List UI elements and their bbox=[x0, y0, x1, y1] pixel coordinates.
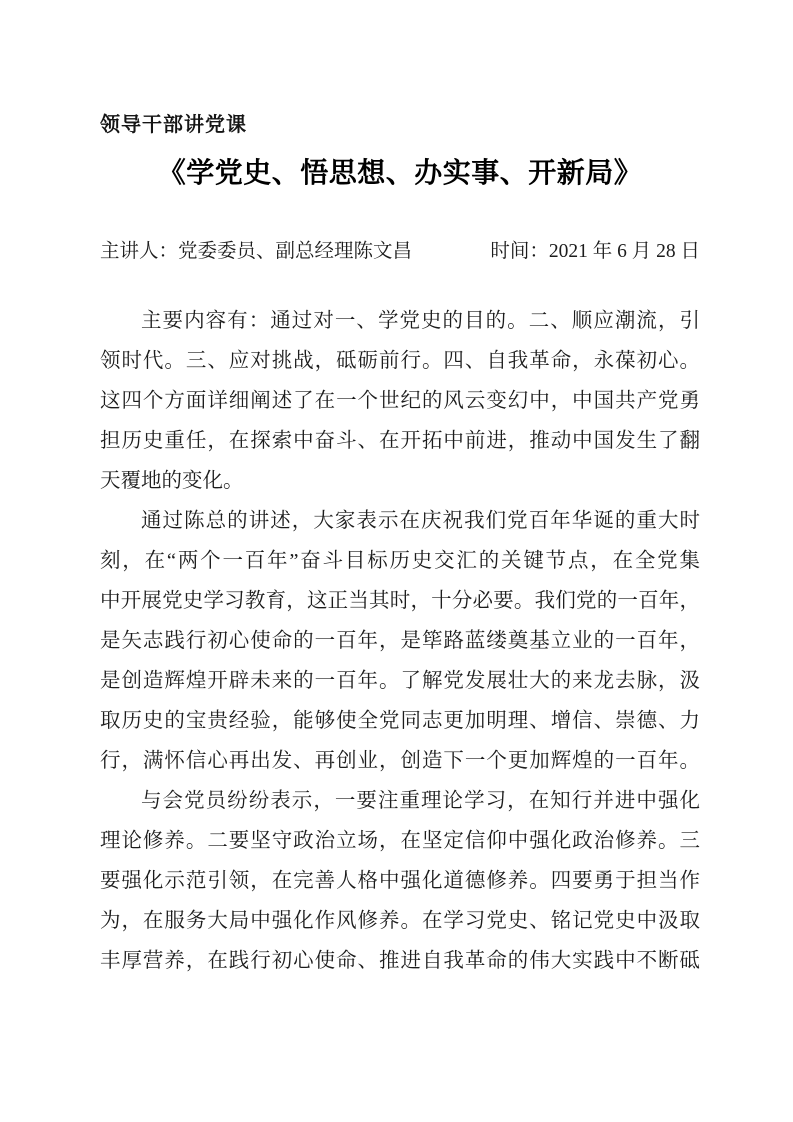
paragraph-line: 是矢志践行初心使命的一百年，是筚路蓝缕奠基立业的一百年， bbox=[100, 630, 700, 652]
paragraph-line: 主要内容有：通过对一、学党史的目的。二、顺应潮流，引 bbox=[141, 310, 700, 332]
paragraph-line: 是创造辉煌开辟未来的一百年。了解党发展壮大的来龙去脉，汲 bbox=[100, 670, 700, 692]
byline-time: 时间：2021 年 6 月 28 日 bbox=[490, 241, 700, 262]
paragraph-line: 刻，在“两个一百年”奋斗目标历史交汇的关键节点，在全党集 bbox=[100, 550, 700, 572]
paragraph-line: 行，满怀信心再出发、再创业，创造下一个更加辉煌的一百年。 bbox=[100, 750, 700, 772]
document-title: 《学党史、悟思想、办实事、开新局》 bbox=[157, 158, 643, 189]
document-body bbox=[100, 301, 700, 981]
document-heading: 领导干部讲党课 bbox=[100, 114, 247, 136]
paragraph-line: 为，在服务大局中强化作风修养。在学习党史、铭记党史中汲取 bbox=[100, 910, 700, 932]
paragraph-line: 中开展党史学习教育，这正当其时，十分必要。我们党的一百年， bbox=[100, 590, 700, 612]
paragraph-line: 领时代。三、应对挑战，砥砺前行。四、自我革命，永葆初心。 bbox=[100, 350, 700, 372]
paragraph-line: 通过陈总的讲述，大家表示在庆祝我们党百年华诞的重大时 bbox=[141, 510, 700, 532]
paragraph-2 bbox=[100, 501, 700, 781]
paragraph-line: 这四个方面详细阐述了在一个世纪的风云变幻中，中国共产党勇 bbox=[100, 390, 700, 412]
paragraph-3 bbox=[100, 781, 700, 981]
paragraph-line: 与会党员纷纷表示，一要注重理论学习，在知行并进中强化 bbox=[141, 790, 700, 812]
paragraph-1 bbox=[100, 301, 700, 501]
paragraph-line: 理论修养。二要坚守政治立场，在坚定信仰中强化政治修养。三 bbox=[100, 830, 700, 852]
byline-speaker: 主讲人：党委委员、副总经理陈文昌 bbox=[100, 241, 413, 262]
paragraph-line: 要强化示范引领，在完善人格中强化道德修养。四要勇于担当作 bbox=[100, 870, 700, 892]
paragraph-line: 丰厚营养，在践行初心使命、推进自我革命的伟大实践中不断砥 bbox=[100, 950, 700, 972]
paragraph-line: 担历史重任，在探索中奋斗、在开拓中前进，推动中国发生了翻 bbox=[100, 430, 700, 452]
paragraph-line: 取历史的宝贵经验，能够使全党同志更加明理、增信、崇德、力 bbox=[100, 710, 700, 732]
byline bbox=[100, 238, 700, 266]
paragraph-line: 天覆地的变化。 bbox=[100, 470, 244, 492]
